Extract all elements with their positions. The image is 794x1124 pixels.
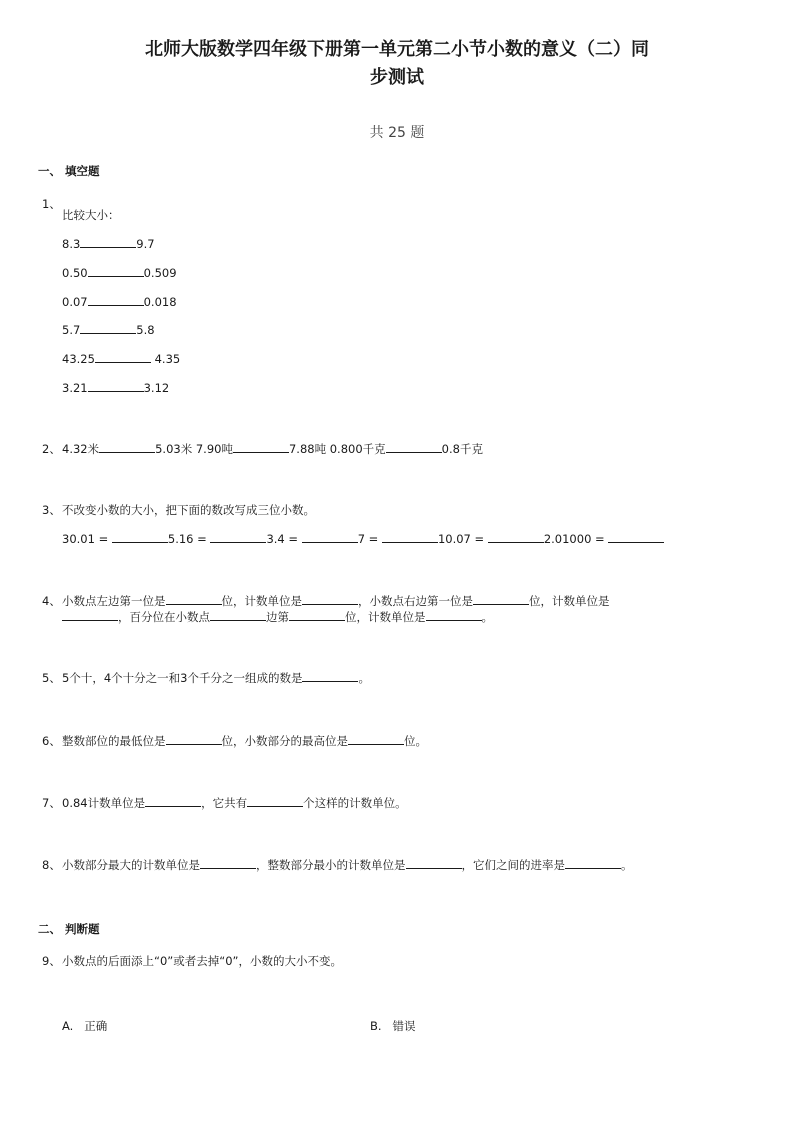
q6-number: 6、	[42, 734, 61, 748]
q5-number: 5、	[42, 671, 61, 685]
q1-blank-6[interactable]	[88, 380, 144, 392]
q3-blank-4[interactable]	[382, 531, 438, 543]
q9-text: 小数点的后面添上“0”或者去掉“0”，小数的大小不变。	[62, 954, 342, 968]
q4-blank-5[interactable]	[210, 609, 266, 621]
q5-blank-1[interactable]	[302, 670, 358, 682]
q1-blank-3[interactable]	[88, 294, 144, 306]
q1-row-6: 3.21 3.12	[62, 381, 170, 395]
q3-number: 3、	[42, 503, 61, 517]
q9-number: 9、	[42, 954, 61, 968]
q5-text: 5个十，4个十分之一和3个千分之一组成的数是 。	[62, 671, 370, 685]
q4-blank-4[interactable]	[62, 609, 118, 621]
q9-option-a-label: 正确	[84, 1019, 108, 1033]
q1-blank-2[interactable]	[88, 265, 144, 277]
q7-blank-2[interactable]	[247, 795, 303, 807]
q8-text: 小数部分最大的计数单位是 ，整数部分最小的计数单位是 ，它们之间的进率是 。	[62, 858, 633, 872]
q2-blank-3[interactable]	[386, 441, 442, 453]
q1-row-1: 8.3 9.7	[62, 237, 155, 251]
q2-blank-1[interactable]	[99, 441, 155, 453]
q4-blank-7[interactable]	[426, 609, 482, 621]
q7-number: 7、	[42, 796, 61, 810]
q4-number: 4、	[42, 594, 61, 608]
q1-row-2: 0.50 0.509	[62, 266, 177, 280]
q4-line-1: 小数点左边第一位是 位，计数单位是 ，小数点右边第一位是 位，计数单位是	[62, 594, 610, 608]
q3-blank-1[interactable]	[112, 531, 168, 543]
q1-row-5: 43.25 4.35	[62, 352, 181, 366]
q1-blank-5[interactable]	[95, 351, 151, 363]
q9-option-b-key: B.	[370, 1019, 382, 1033]
q4-blank-3[interactable]	[473, 593, 529, 605]
q3-blank-3[interactable]	[302, 531, 358, 543]
q9-option-a[interactable]	[62, 1018, 107, 1034]
q1-blank-1[interactable]	[80, 236, 136, 248]
q8-blank-3[interactable]	[565, 857, 621, 869]
q1-row-3: 0.07 0.018	[62, 295, 177, 309]
page-title-line2: 步测试	[370, 67, 424, 88]
q3-blank-6[interactable]	[608, 531, 664, 543]
q4-blank-2[interactable]	[302, 593, 358, 605]
q6-text: 整数部位的最低位是 位，小数部分的最高位是 位。	[62, 734, 427, 748]
q1-number: 1、	[42, 197, 61, 211]
q4-blank-6[interactable]	[289, 609, 345, 621]
q8-blank-2[interactable]	[406, 857, 462, 869]
q2-text: 4.32米 5.03米 7.90吨 7.88吨 0.800千克 0.8千克	[62, 442, 483, 456]
q9-option-b-label: 错误	[392, 1019, 416, 1033]
q9-option-b[interactable]	[370, 1018, 416, 1034]
q6-blank-2[interactable]	[348, 733, 404, 745]
q3-blank-2[interactable]	[210, 531, 266, 543]
q6-blank-1[interactable]	[166, 733, 222, 745]
q3-prompt: 不改变小数的大小，把下面的数改写成三位小数。	[62, 503, 315, 517]
q7-blank-1[interactable]	[145, 795, 201, 807]
q4-blank-1[interactable]	[166, 593, 222, 605]
q2-number: 2、	[42, 442, 61, 456]
section-fill-in: 一、 填空题	[38, 164, 100, 178]
q8-number: 8、	[42, 858, 61, 872]
q3-items: 30.01 = 5.16 = 3.4 = 7 = 10.07 = 2.01000 =	[62, 531, 664, 546]
q9-option-a-key: A.	[62, 1019, 74, 1033]
question-count: 共 25 题	[369, 125, 425, 141]
q8-blank-1[interactable]	[200, 857, 256, 869]
page-title-line1: 北师大版数学四年级下册第一单元第二小节小数的意义（二）同	[145, 39, 649, 60]
q4-line-2: ，百分位在小数点 边第 位，计数单位是 。	[62, 609, 493, 625]
q1-row-4: 5.7 5.8	[62, 323, 155, 337]
q7-text: 0.84计数单位是 ，它共有 个这样的计数单位。	[62, 796, 407, 810]
q1-blank-4[interactable]	[80, 322, 136, 334]
q3-blank-5[interactable]	[488, 531, 544, 543]
section-true-false: 二、 判断题	[38, 922, 100, 936]
q2-blank-2[interactable]	[233, 441, 289, 453]
q1-prompt: 比较大小：	[62, 208, 120, 222]
